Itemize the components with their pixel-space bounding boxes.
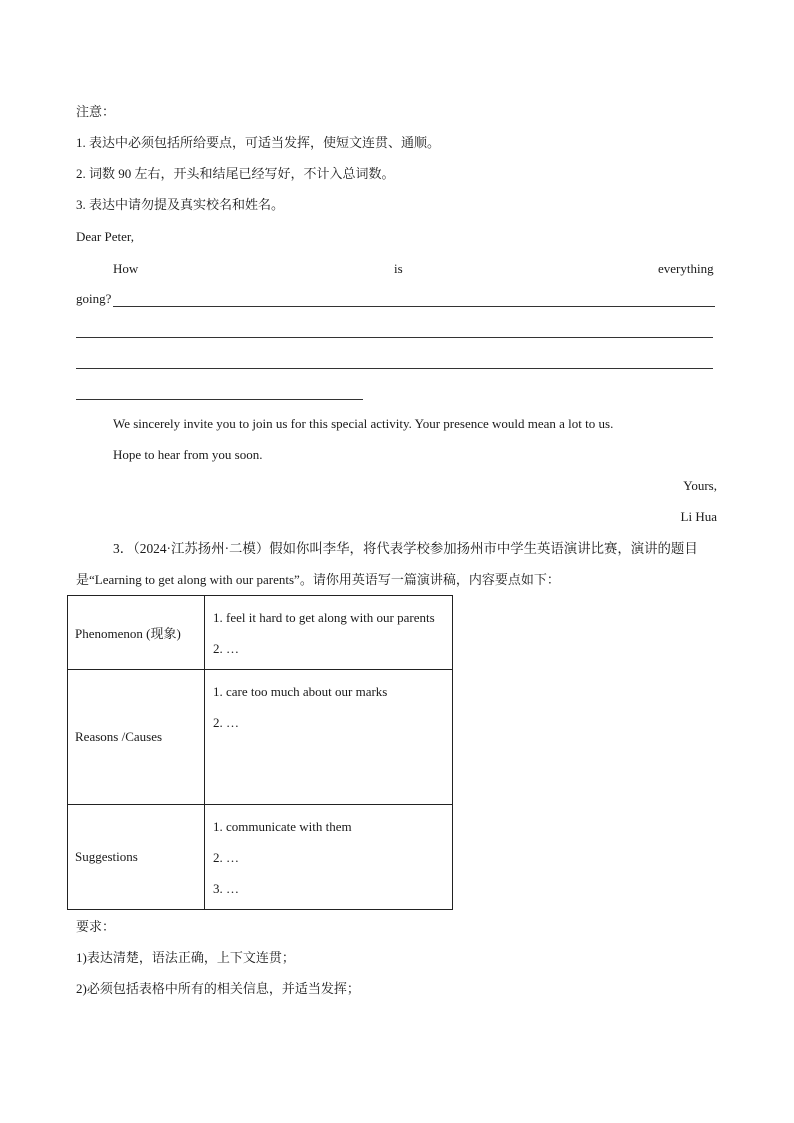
notes-heading: 注意： (76, 104, 116, 119)
letter-closing-1: We sincerely invite you to join us for this special activity. Your presence would mean a lot to us. (113, 416, 614, 431)
letter-word-everything: everything (658, 261, 714, 276)
letter-word-how: How (113, 261, 139, 276)
table-point: 1. feel it hard to get along with our parents (213, 610, 435, 625)
table-point: 2. … (213, 850, 239, 865)
row-points-reasons (205, 670, 453, 805)
outline-table (67, 595, 453, 910)
table-row-phenomenon (68, 596, 453, 670)
answer-blank-line-1[interactable] (113, 306, 715, 307)
letter-salutation: Dear Peter, (76, 229, 134, 244)
answer-blank-line-3[interactable] (76, 368, 713, 369)
note-item-2: 2. 词数 90 左右，开头和结尾已经写好，不计入总词数。 (76, 166, 395, 181)
row-label-suggestions: Suggestions (68, 805, 205, 910)
letter-signoff: Yours, (683, 478, 717, 493)
row-label-reasons: Reasons /Causes (68, 670, 205, 805)
note-item-3: 3. 表达中请勿提及真实校名和姓名。 (76, 197, 285, 212)
table-row-reasons (68, 670, 453, 805)
table-point: 3. … (213, 881, 239, 896)
answer-blank-line-2[interactable] (76, 337, 713, 338)
table-point: 2. … (213, 641, 239, 656)
requirements-heading: 要求： (76, 919, 116, 934)
row-points-suggestions (205, 805, 453, 910)
letter-word-is: is (394, 261, 403, 276)
table-row-suggestions (68, 805, 453, 910)
requirement-item-1: 1)表达清楚，语法正确，上下文连贯； (76, 950, 295, 965)
requirement-item-2: 2)必须包括表格中所有的相关信息，并适当发挥； (76, 981, 360, 996)
table-point: 1. communicate with them (213, 819, 352, 834)
letter-signature: Li Hua (680, 509, 717, 524)
question-3-line-1: 3．（2024·江苏扬州·二模）假如你叫李华，将代表学校参加扬州市中学生英语演讲比赛，演讲的题目 (113, 541, 698, 556)
letter-closing-2: Hope to hear from you soon. (113, 447, 263, 462)
table-point: 1. care too much about our marks (213, 684, 388, 699)
row-label-phenomenon: Phenomenon (现象) (68, 596, 205, 670)
table-point: 2. … (213, 715, 239, 730)
row-points-phenomenon (205, 596, 453, 670)
note-item-1: 1. 表达中必须包括所给要点，可适当发挥，使短文连贯、通顺。 (76, 135, 441, 150)
question-3-line-2: 是“Learning to get along with our parents”。请你用英语写一篇演讲稿，内容要点如下： (76, 572, 560, 587)
answer-blank-line-4[interactable] (76, 399, 363, 400)
letter-going: going? (76, 291, 112, 306)
